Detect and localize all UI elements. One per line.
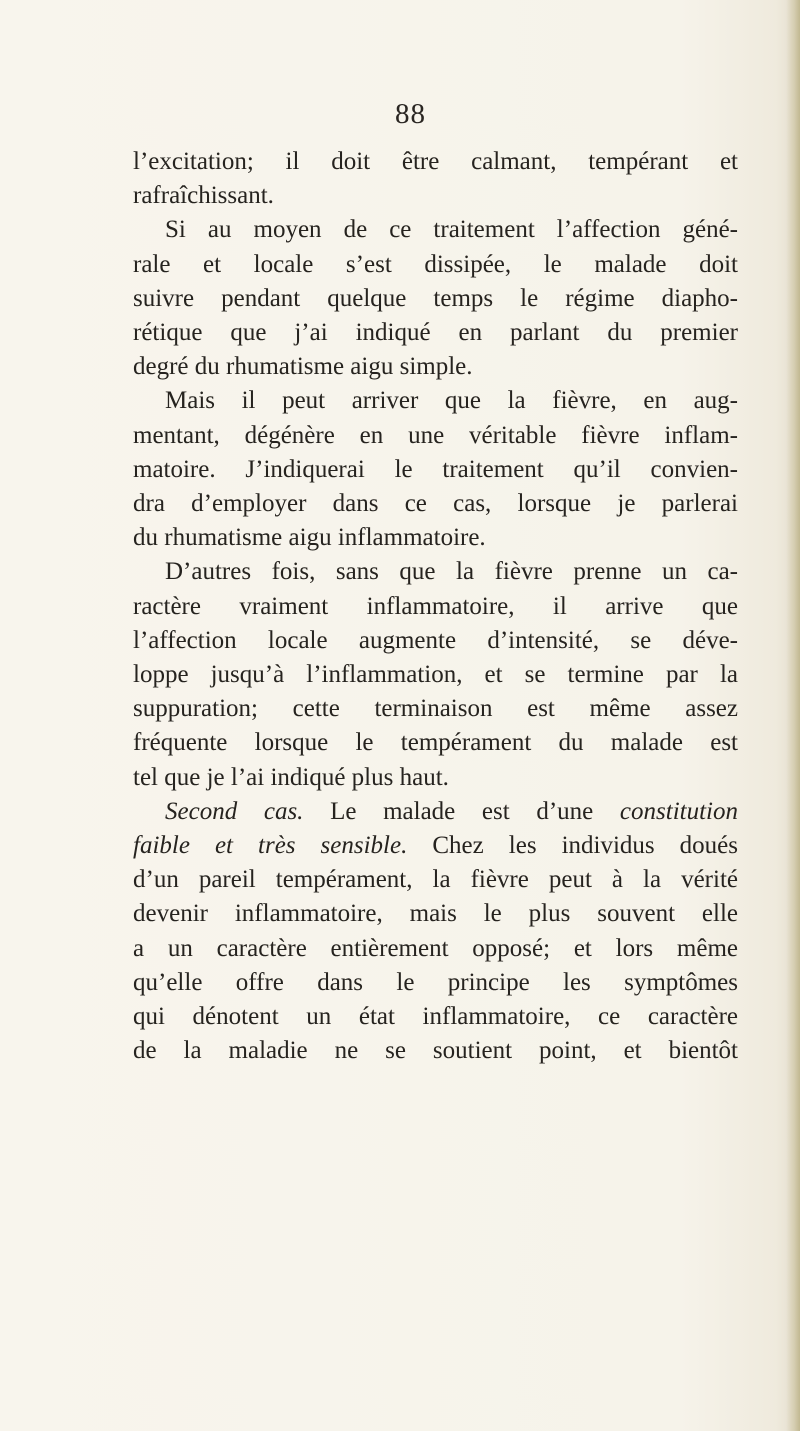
second-case-heading: Second cas. <box>165 797 304 825</box>
text-line: matoire. J’indiquerai le traitement qu’il convien- <box>133 455 738 483</box>
text-line: rale et locale s’est dissipée, le malade doit <box>133 250 738 278</box>
text-line: ractère vraiment inflammatoire, il arrive que <box>133 592 738 620</box>
text-line: de la maladie ne se soutient point, et bientôt <box>133 1037 738 1065</box>
text-line: Si au moyen de ce traitement l’affection géné- <box>165 216 738 244</box>
text-line: devenir inflammatoire, mais le plus souvent elle <box>133 900 738 928</box>
body-text <box>133 145 738 1068</box>
text-line: rétique que j’ai indiqué en parlant du premier <box>133 319 738 347</box>
text-line: a un caractère entièrement opposé; et lors même <box>133 934 738 962</box>
text-line: qui dénotent un état inflammatoire, ce caractère <box>133 1003 738 1031</box>
text-line: l’excitation; il doit être calmant, tempérant et <box>133 148 738 175</box>
text-line: suppuration; cette terminaison est même assez <box>133 695 738 723</box>
text-line: dra d’employer dans ce cas, lorsque je parlerai <box>133 490 738 518</box>
text-line: fréquente lorsque le tempérament du malade est <box>133 729 738 757</box>
second-case-text: Le malade est d’une <box>303 797 620 825</box>
text-line: tel que je l’ai indiqué plus haut. <box>133 763 449 791</box>
line-rest: Chez les individus doués <box>407 832 738 860</box>
text-line: l’affection locale augmente d’intensité, se déve- <box>133 626 738 654</box>
text-line: Mais il peut arriver que la fièvre, en aug- <box>165 387 738 415</box>
page-number: 88 <box>395 98 426 130</box>
text-line <box>133 829 738 863</box>
text-line: suivre pendant quelque temps le régime diapho- <box>133 284 738 312</box>
text-line: qu’elle offre dans le principe les symptômes <box>133 968 738 996</box>
text-line: rafraîchissant. <box>133 182 274 210</box>
text-line: mentant, dégénère en une véritable fièvre inflam- <box>133 421 738 449</box>
second-case-italic: constitution <box>619 797 738 825</box>
italic-phrase: faible et très sensible. <box>133 832 408 860</box>
page-edge-shadow <box>786 0 800 1431</box>
text-line: d’un pareil tempérament, la fièvre peut à la vérité <box>133 866 738 894</box>
text-line: degré du rhumatisme aigu simple. <box>133 353 473 381</box>
text-line: loppe jusqu’à l’inflammation, et se termine par la <box>133 661 738 689</box>
text-line: D’autres fois, sans que la fièvre prenne un ca- <box>165 558 738 586</box>
text-line: du rhumatisme aigu inflammatoire. <box>133 524 486 552</box>
text-line-second-case <box>133 795 738 829</box>
